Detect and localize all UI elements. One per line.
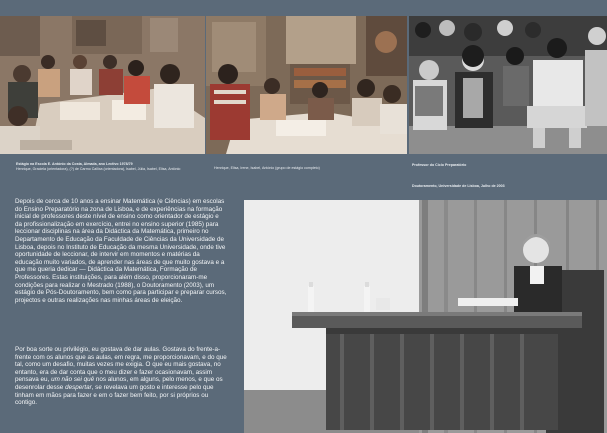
lecture-photo (244, 200, 607, 433)
body-paragraph-2-part-2: nos alunos, em alguns, pelo menos, e que os desenrolar desse (15, 376, 223, 391)
meeting-room-photo (206, 16, 407, 154)
photo1-caption-title: Estágio na Escola E. António da Costa, Almada, ano Lectivo 1978/79 (16, 162, 133, 166)
meeting-table-photo (0, 16, 205, 154)
photo3-caption-title: Professor do Ciclo Preparatório (412, 163, 467, 167)
photo2-caption-detail: Henrique, Elisa, Irene, Isabel, António (grupo de estágio completo) (214, 166, 320, 170)
photo4-caption-title: Doutoramento, Universidade de Lisboa, Julho de 2003 (412, 184, 505, 188)
body-paragraph-2-italic-1: um não sei quê (51, 376, 95, 384)
group-photo (409, 16, 607, 154)
body-paragraph-2-part-3: , se revelava um gosto e interesse pelo que tinham em mãos para fazer e em o fazer bem feito, por si próprios ou contigo. (15, 383, 214, 407)
photo3-caption (412, 163, 602, 168)
photo1-caption-detail: Henrique, Graciela (orientadora), (?) de Carmo Callixa (orientadora), Isabel, Júlia, Isabel, Elisa, António (16, 167, 181, 171)
body-paragraph-1: Depois de cerca de 10 anos a ensinar Matemática (e Ciências) em escolas do Ensino Preparatório na zona de Lisboa, e de experiências na formação inicial de professores deste nível de ensino como orientador de estágio e da profissionalização em exercício, entrei no ensino superior (1985) para leccionar disciplinas na área da Didáctica da Matemática, primeiro no Departamento de Educação da Faculdade de Ciências da Universidade de Lisboa, depois no Instituto de Educação da mesma Universidade, onde tive oportunidade de leccionar, de intervir em momentos e matérias da educação muito variados, de aprender nas áreas de que muito gostava e a que me queria dedicar — Didáctica da Matemática, Formação de Professores. Estas instituições, para além disso, proporcionaram-me condições para realizar o Mestrado (1988), o Doutoramento (2003), um estágio de Pós-Doutoramento, bem como para participar e preparar cursos, projectos e outras realizações nas minhas áreas de eleição. (15, 198, 227, 304)
body-paragraph-2-italic-2: despertar (65, 383, 92, 391)
photo2-caption (214, 166, 404, 171)
body-paragraph-2-part-1: Por boa sorte ou privilégio, eu gostava de dar aulas. Gostava do frente-a-frente com os alunos que as aulas, em regra, me proporcionavam, e do que tal, como um desafio, muitas vezes me exigia. O que eu mais gostava, no entanto, era de dar conta que o meu dizer e fazer ocasionavam, assim pensava eu, (15, 346, 227, 384)
photo1-caption (16, 162, 204, 172)
body-paragraph-2 (15, 346, 227, 407)
photo4-caption (412, 184, 602, 189)
